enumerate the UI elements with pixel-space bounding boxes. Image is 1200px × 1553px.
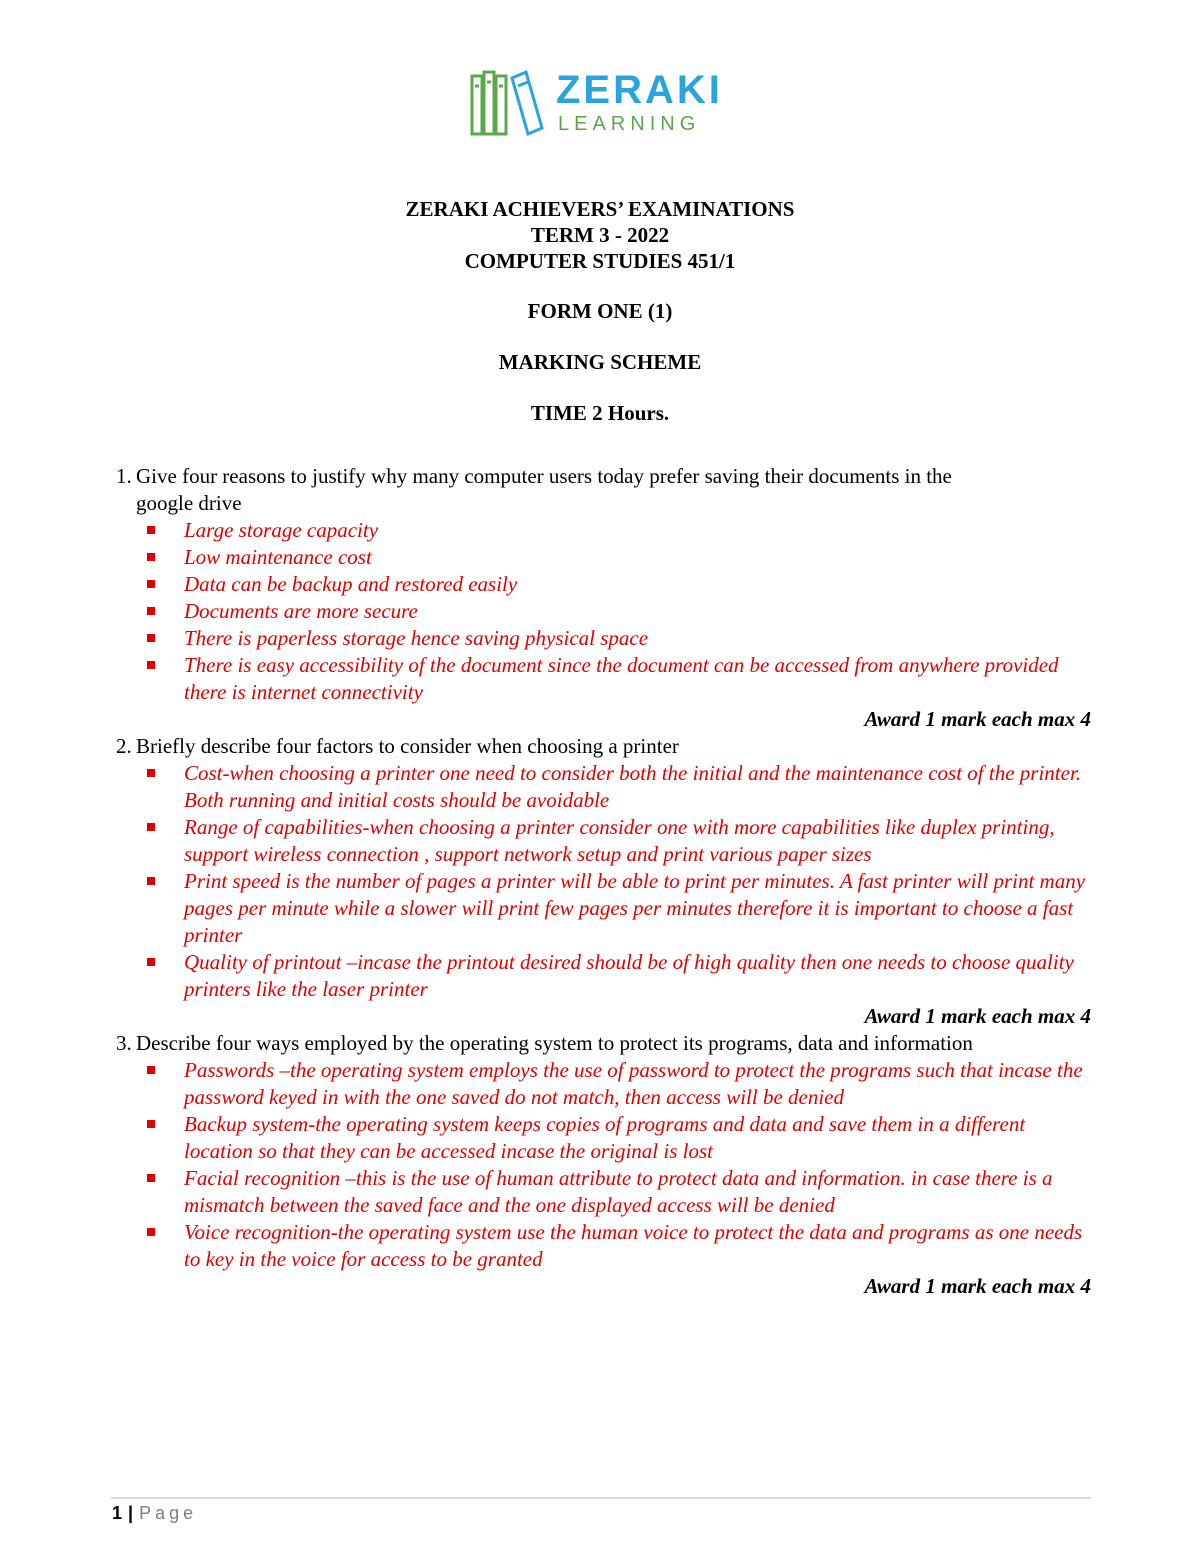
answer-item [116, 1111, 1091, 1165]
bullet-square-icon [147, 607, 155, 615]
question-number: 3. [116, 1031, 132, 1055]
answer-item [116, 949, 1091, 1003]
question-text [116, 733, 1091, 760]
question-text-line: Give four reasons to justify why many computer users today prefer saving their documents in the [136, 464, 952, 488]
answer-item [116, 814, 1091, 868]
answer-text: Print speed is the number of pages a printer will be able to print per minutes. A fast printer will print many pages per minute while a slower will print few pages per minutes therefore it is important to choose a fast printer [184, 869, 1086, 947]
answer-text: Facial recognition –this is the use of human attribute to protect data and information. in case there is a mismatch between the saved face and the one displayed access will be denied [184, 1166, 1053, 1217]
bullet-square-icon [147, 1174, 155, 1182]
bullet-square-icon [147, 1228, 155, 1236]
exam-title: ZERAKI ACHIEVERS’ EXAMINATIONS [405, 197, 795, 221]
answer-text: Voice recognition-the operating system use the human voice to protect the data and programs as one needs to key in the voice for access to be granted [184, 1220, 1083, 1271]
answer-text: Range of capabilities-when choosing a printer consider one with more capabilities like duplex printing, support wireless connection , support network setup and print various paper sizes [184, 815, 1055, 866]
bullet-square-icon [147, 823, 155, 831]
answer-text: Quality of printout –incase the printout desired should be of high quality then one needs to choose quality printers like the laser printer [184, 950, 1074, 1001]
bullet-square-icon [147, 1066, 155, 1074]
answer-item [116, 544, 1091, 571]
question-1 [116, 463, 1091, 733]
answer-item [116, 598, 1091, 625]
answer-text: Passwords –the operating system employs the use of password to protect the programs such that incase the password keyed in with the one saved do not match, then access will be denied [184, 1058, 1083, 1109]
bullet-square-icon [147, 661, 155, 669]
answer-text: Cost-when choosing a printer one need to consider both the initial and the maintenance cost of the printer. Both running and initial costs should be avoidable [184, 761, 1082, 812]
bullet-square-icon [147, 526, 155, 534]
answer-item [116, 652, 1091, 706]
exam-subject: COMPUTER STUDIES 451/1 [464, 249, 736, 273]
bullet-square-icon [147, 634, 155, 642]
bullet-square-icon [147, 958, 155, 966]
award-note: Award 1 mark each max 4 [864, 1004, 1091, 1028]
award-note: Award 1 mark each max 4 [864, 1274, 1091, 1298]
page-footer [112, 1503, 197, 1524]
question-text-line: Briefly describe four factors to consider when choosing a printer [136, 734, 679, 758]
answer-text: Backup system-the operating system keeps copies of programs and data and save them in a different location so that they can be accessed incase the original is lost [184, 1112, 1026, 1163]
question-text [116, 463, 1091, 490]
page-separator: | [128, 1503, 134, 1523]
logo-subtitle: LEARNING [558, 113, 701, 135]
question-3 [116, 1030, 1091, 1300]
answer-item [116, 625, 1091, 652]
bullet-square-icon [147, 1120, 155, 1128]
answer-item [116, 1057, 1091, 1111]
question-number: 2. [116, 734, 132, 758]
answer-item [116, 1165, 1091, 1219]
question-text-line: google drive [136, 491, 242, 515]
exam-form: FORM ONE (1) [527, 299, 673, 323]
exam-document-type: MARKING SCHEME [498, 350, 702, 374]
question-number: 1. [116, 464, 132, 488]
exam-time: TIME 2 Hours. [530, 401, 670, 425]
award-note: Award 1 mark each max 4 [864, 707, 1091, 731]
bullet-square-icon [147, 553, 155, 561]
answer-text: Documents are more secure [184, 599, 418, 623]
answer-item [116, 1219, 1091, 1273]
question-text [116, 1030, 1091, 1057]
answer-text: Low maintenance cost [184, 545, 372, 569]
answer-item [116, 517, 1091, 544]
question-2 [116, 733, 1091, 1030]
exam-term: TERM 3 - 2022 [530, 223, 670, 247]
footer-divider [111, 1497, 1091, 1499]
bullet-square-icon [147, 580, 155, 588]
answer-item [116, 571, 1091, 598]
exam-header [0, 196, 1200, 426]
bullet-square-icon [147, 877, 155, 885]
answer-text: Large storage capacity [184, 518, 379, 542]
answer-text: Data can be backup and restored easily [184, 572, 518, 596]
zeraki-logo [468, 68, 738, 140]
page-label: Page [139, 1503, 198, 1523]
books-icon [468, 68, 548, 140]
questions-section [116, 463, 1091, 1300]
logo-wordmark: ZERAKI [556, 68, 723, 112]
bullet-square-icon [147, 769, 155, 777]
answer-text: There is easy accessibility of the document since the document can be accessed from anywhere provided there is internet connectivity [184, 653, 1059, 704]
page-number: 1 [112, 1503, 123, 1523]
answer-text: There is paperless storage hence saving physical space [184, 626, 649, 650]
answer-item [116, 760, 1091, 814]
question-text-line: Describe four ways employed by the operating system to protect its programs, data and information [136, 1031, 973, 1055]
answer-item [116, 868, 1091, 949]
